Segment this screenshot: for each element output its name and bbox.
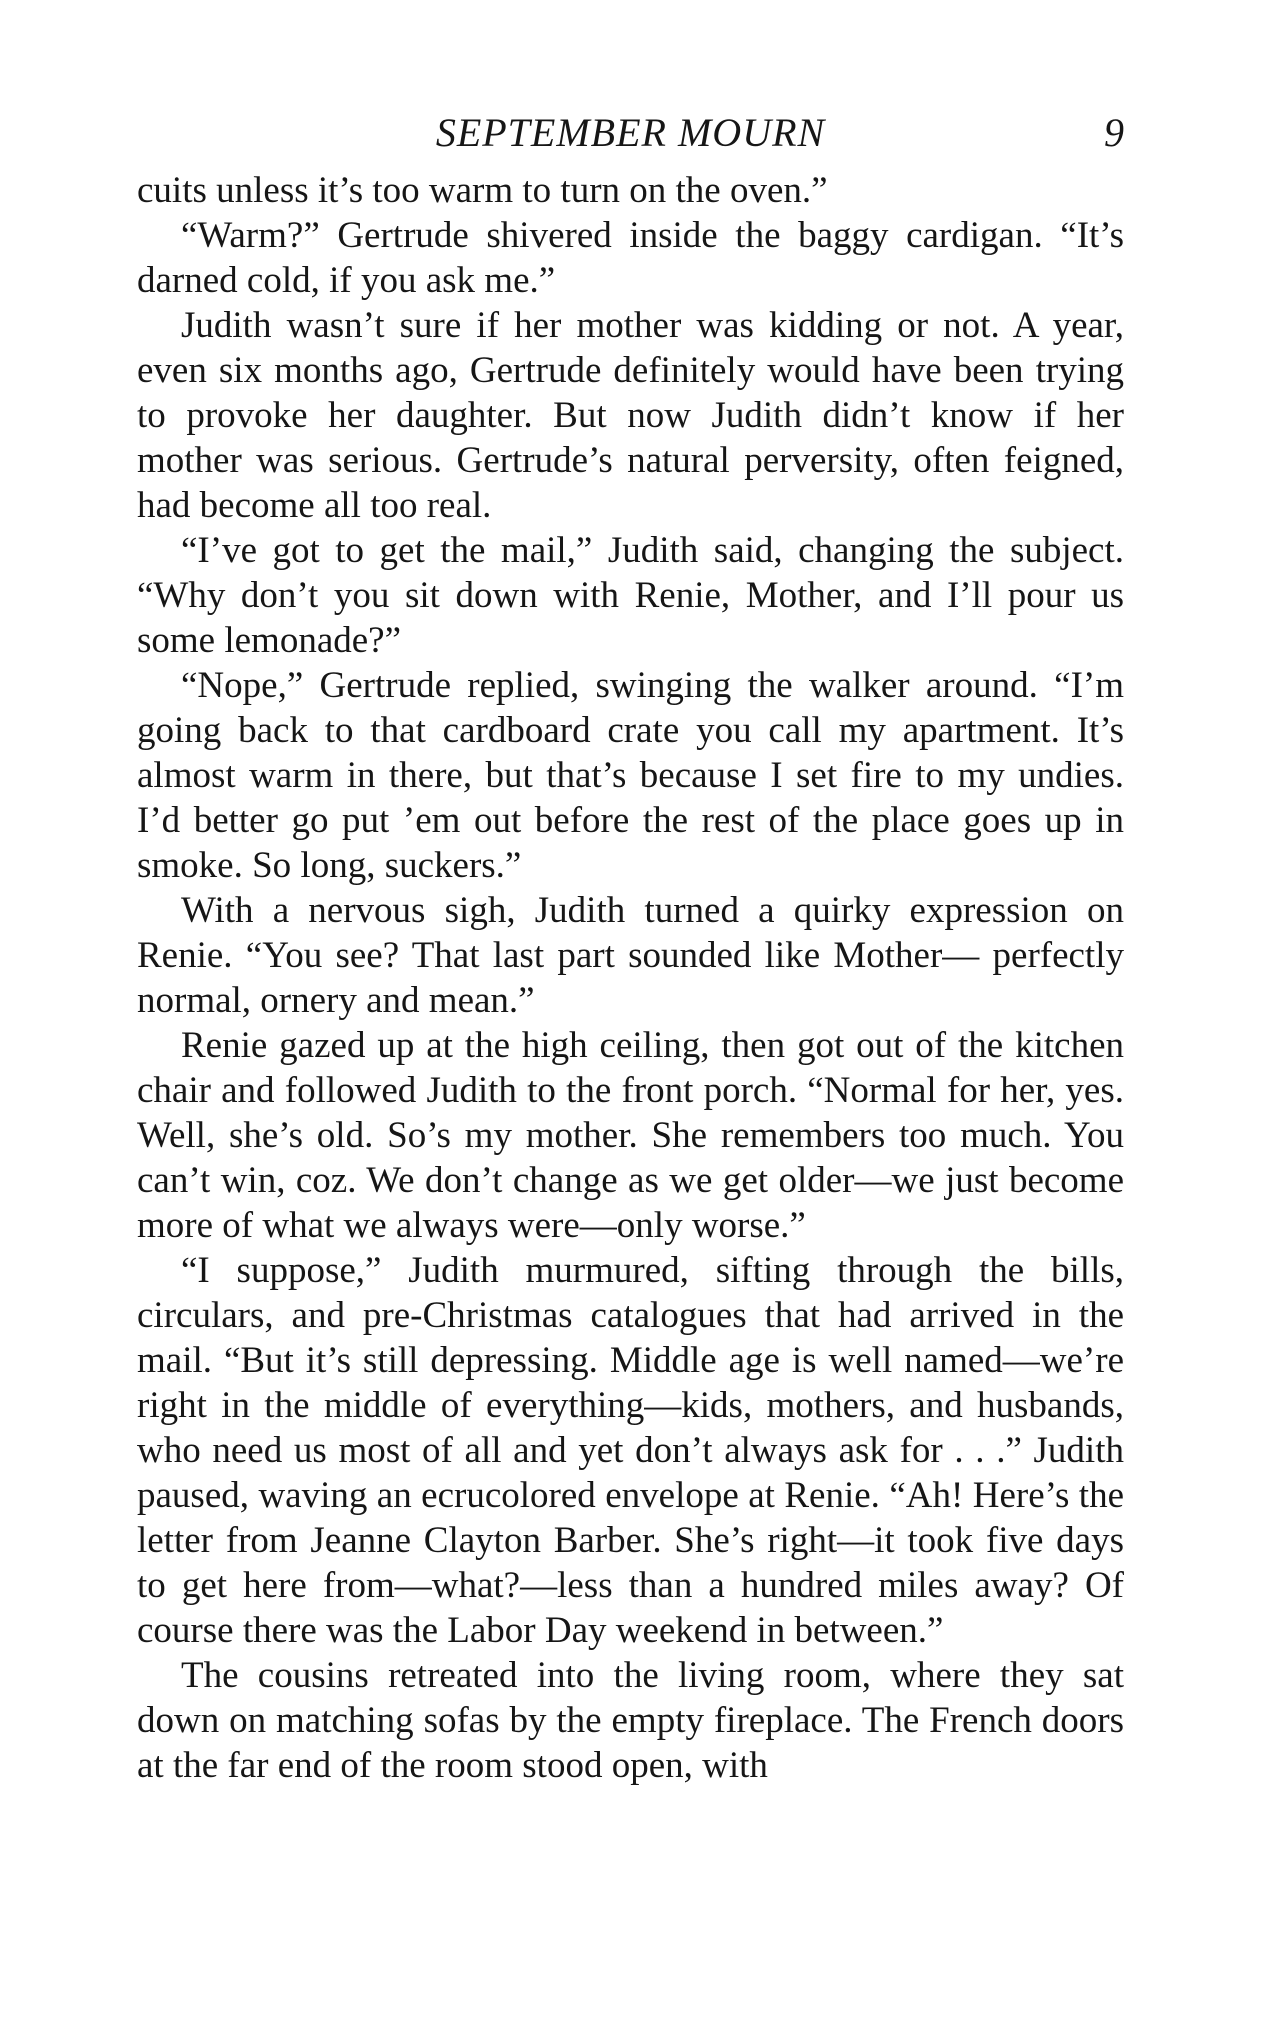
paragraph: “I suppose,” Judith murmured, sifting through the bills, circulars, and pre-Christmas catalogues that had arrived in the mail. “But it’s still depressing. Middle age is well named—we’re right in the middle of everything—kids, mothers, and husbands, who need us most of all and yet don’t always ask for . . .” Judith paused, waving an ecrucolored envelope at Renie. “Ah! Here’s the letter from Jeanne Clayton Barber. She’s right—it took five days to get here from—what?—less than a hundred miles away? Of course there was the Labor Day weekend in between.” — [137, 1250, 1124, 1651]
page-number: 9 — [1104, 110, 1124, 155]
paragraph-continued: cuits unless it’s too warm to turn on the oven.” — [137, 170, 828, 211]
running-title: SEPTEMBER MOURN — [435, 110, 826, 155]
paragraph: Renie gazed up at the high ceiling, then got out of the kitchen chair and followed Judith to the front porch. “Normal for her, yes. Well, she’s old. So’s my mother. She remembers too much. You can’t win, coz. We don’t change as we get older—we just become more of what we always were—only worse.” — [137, 1025, 1124, 1246]
body-text — [137, 168, 1124, 1788]
paragraph: “I’ve got to get the mail,” Judith said, changing the subject. “Why don’t you sit down with Renie, Mother, and I’ll pour us some lemonade?” — [137, 530, 1124, 661]
paragraph: “Nope,” Gertrude replied, swinging the walker around. “I’m going back to that cardboard crate you call my apartment. It’s almost warm in there, but that’s because I set fire to my undies. I’d better go put ’em out before the rest of the place goes up in smoke. So long, suckers.” — [137, 665, 1124, 886]
running-head — [137, 108, 1124, 158]
paragraph: With a nervous sigh, Judith turned a quirky expression on Renie. “You see? That last part sounded like Mother— perfectly normal, ornery and mean.” — [137, 890, 1124, 1021]
paragraph: “Warm?” Gertrude shivered inside the baggy cardigan. “It’s darned cold, if you ask me.” — [137, 215, 1124, 301]
paragraph: The cousins retreated into the living room, where they sat down on matching sofas by the empty fireplace. The French doors at the far end of the room stood open, with — [137, 1655, 1124, 1786]
paragraph: Judith wasn’t sure if her mother was kidding or not. A year, even six months ago, Gertrude definitely would have been trying to provoke her daughter. But now Judith didn’t know if her mother was serious. Gertrude’s natural perversity, often feigned, had become all too real. — [137, 305, 1124, 526]
